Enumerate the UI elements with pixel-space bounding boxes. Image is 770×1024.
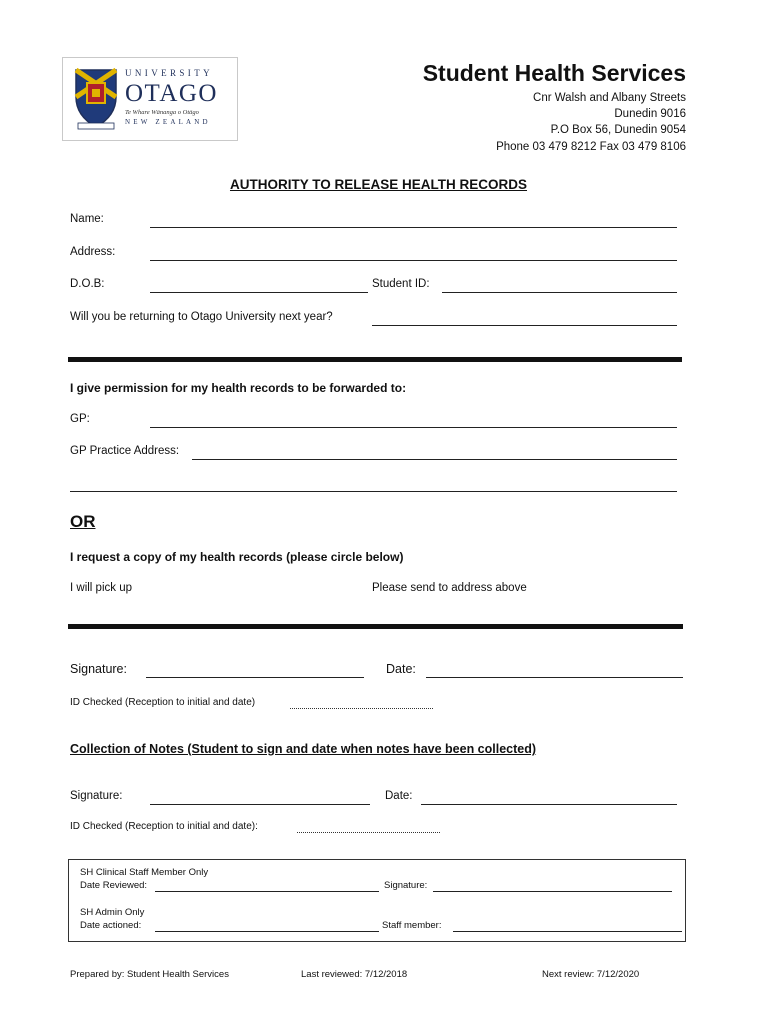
gp-label: GP:: [70, 413, 90, 425]
date-label: Date:: [386, 662, 416, 676]
returning-field[interactable]: [372, 325, 677, 326]
student-id-field[interactable]: [442, 292, 677, 293]
logo-university: UNIVERSITY: [125, 68, 213, 78]
footer-last-reviewed: Last reviewed: 7/12/2018: [301, 969, 408, 980]
address-line-3: P.O Box 56, Dunedin 9054: [550, 124, 686, 136]
date-field[interactable]: [426, 677, 683, 678]
option-pickup[interactable]: I will pick up: [70, 582, 132, 594]
section-divider: [68, 357, 682, 362]
id-checked-field[interactable]: [290, 708, 433, 709]
address-field[interactable]: [150, 260, 677, 261]
org-title: Student Health Services: [422, 60, 686, 86]
dob-label: D.O.B:: [70, 278, 105, 290]
address-line-2: Dunedin 9016: [614, 108, 686, 120]
name-label: Name:: [70, 213, 104, 225]
date-actioned-label: Date actioned:: [80, 920, 142, 931]
university-logo: [62, 57, 238, 141]
collection-date-field[interactable]: [421, 804, 677, 805]
admin-heading: SH Admin Only: [80, 907, 145, 918]
collection-signature-label: Signature:: [70, 790, 123, 802]
permission-heading: I give permission for my health records to be forwarded to:: [70, 381, 407, 395]
footer-next-review: Next review: 7/12/2020: [542, 969, 640, 980]
address-label: Address:: [70, 246, 116, 258]
logo-otago: OTAGO: [125, 80, 218, 107]
clinical-signature-field[interactable]: [433, 891, 672, 892]
logo-country: NEW ZEALAND: [125, 118, 211, 126]
collection-heading: Collection of Notes (Student to sign and date when notes have been collected): [70, 742, 537, 756]
or-label: OR: [70, 512, 96, 531]
date-reviewed-label: Date Reviewed:: [80, 880, 148, 891]
signature-field[interactable]: [146, 677, 364, 678]
returning-label: Will you be returning to Otago University next year?: [70, 311, 333, 323]
copy-heading: I request a copy of my health records (please circle below): [70, 550, 404, 564]
form-title: AUTHORITY TO RELEASE HEALTH RECORDS: [229, 177, 528, 192]
crest-icon: [73, 67, 119, 131]
clinical-heading: SH Clinical Staff Member Only: [80, 867, 209, 878]
gp-address-field-2[interactable]: [70, 491, 677, 492]
student-id-label: Student ID:: [372, 278, 430, 290]
id-checked-label: ID Checked (Reception to initial and date): [70, 697, 256, 708]
signature-label: Signature:: [70, 662, 127, 676]
gp-address-label: GP Practice Address:: [70, 445, 180, 457]
address-line-1: Cnr Walsh and Albany Streets: [533, 92, 686, 104]
logo-maori: Te Whare Wānanga o Otāgo: [125, 109, 199, 116]
collection-date-label: Date:: [385, 790, 413, 802]
footer-prepared-by: Prepared by: Student Health Services: [70, 969, 229, 980]
dob-field[interactable]: [150, 292, 368, 293]
date-reviewed-field[interactable]: [155, 891, 379, 892]
gp-address-field[interactable]: [192, 459, 677, 460]
staff-member-label: Staff member:: [382, 920, 442, 931]
clinical-signature-label: Signature:: [384, 880, 428, 891]
staff-member-field[interactable]: [453, 931, 682, 932]
collection-id-checked-label: ID Checked (Reception to initial and date):: [70, 821, 258, 832]
date-actioned-field[interactable]: [155, 931, 379, 932]
option-send[interactable]: Please send to address above: [372, 582, 527, 594]
name-field[interactable]: [150, 227, 677, 228]
collection-signature-field[interactable]: [150, 804, 370, 805]
collection-id-checked-field[interactable]: [297, 832, 440, 833]
phone-line: Phone 03 479 8212 Fax 03 479 8106: [496, 141, 686, 153]
gp-field[interactable]: [150, 427, 677, 428]
section-divider-2: [68, 624, 683, 629]
